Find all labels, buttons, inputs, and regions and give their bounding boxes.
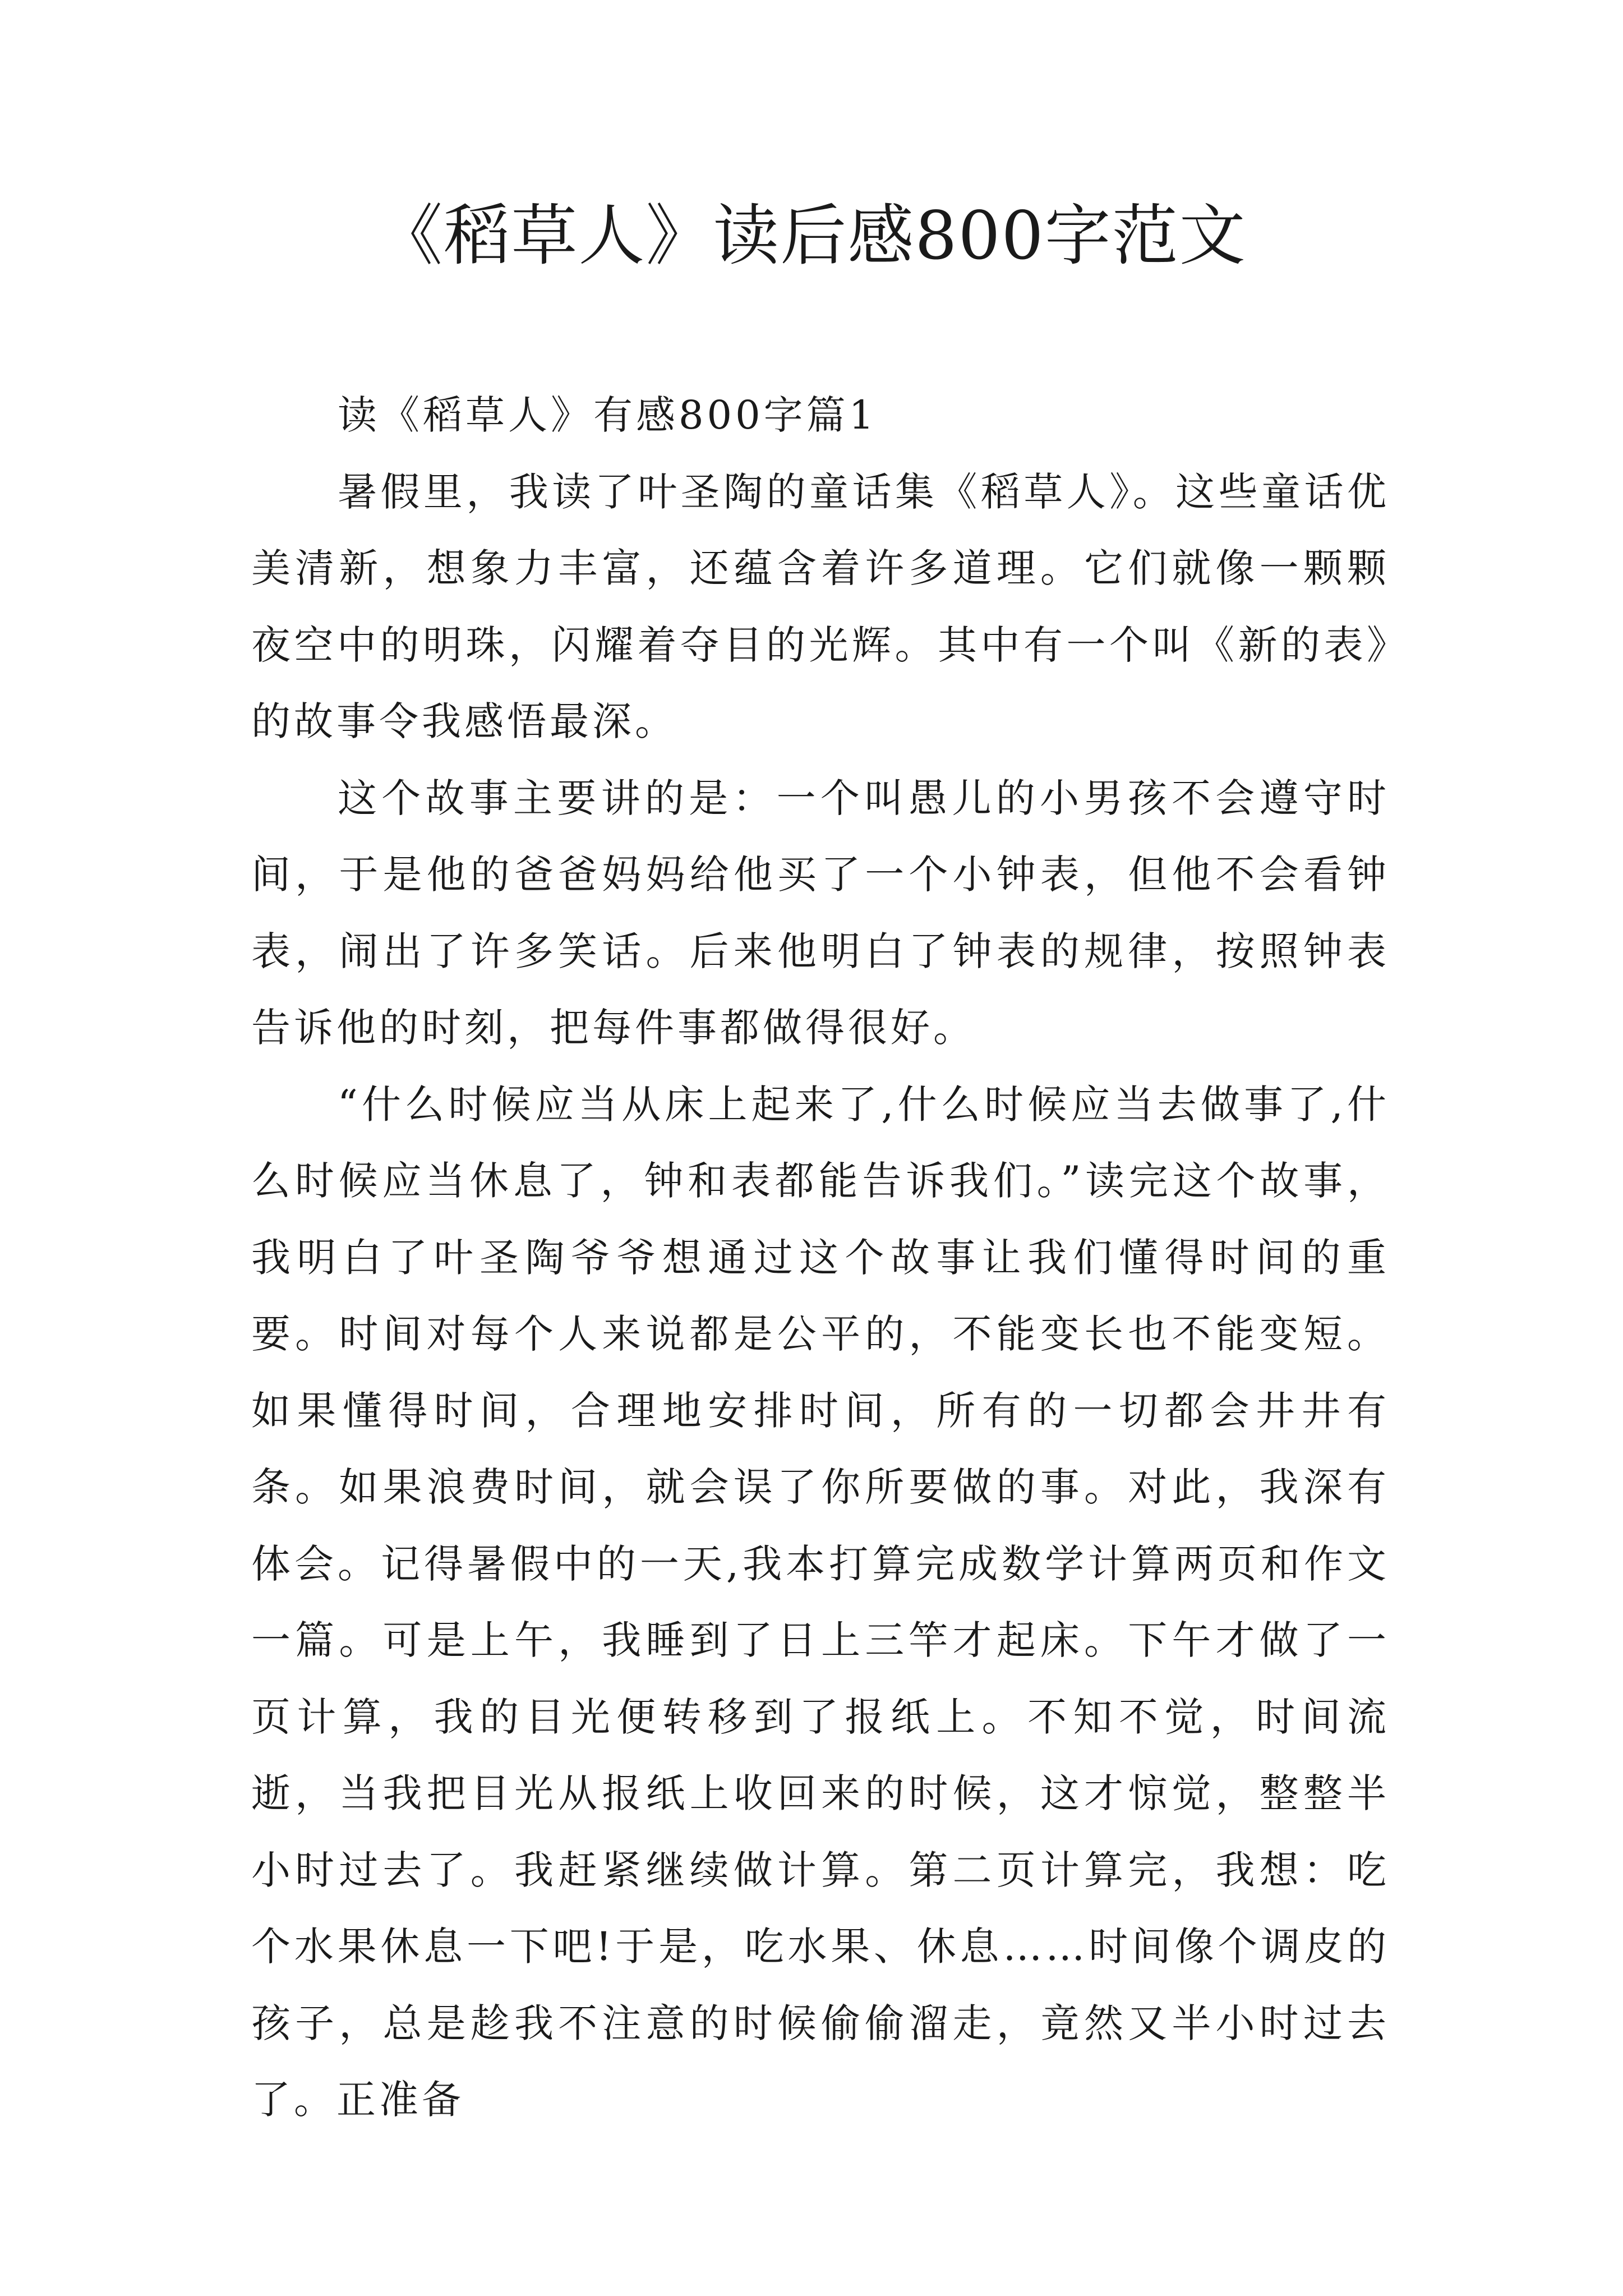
document-title: 《稻草人》读后感800字范文 xyxy=(376,197,1247,274)
paragraph-1: 暑假里，我读了叶圣陶的童话集《稻草人》。这些童话优美清新，想象力丰富，还蕴含着许多道理。它们就像一颗颗夜空中的明珠，闪耀着夺目的光辉。其中有一个叫《新的表》的故事令我感悟最深。 xyxy=(251,468,1390,744)
section-heading: 读《稻草人》有感800字篇1 xyxy=(338,392,878,438)
paragraph-2: 这个故事主要讲的是：一个叫愚儿的小男孩不会遵守时间，于是他的爸爸妈妈给他买了一个小钟表，但他不会看钟表，闹出了许多笑话。后来他明白了钟表的规律，按照钟表告诉他的时刻，把每件事都做得很好。 xyxy=(251,775,1390,1051)
paragraph-3: “什么时候应当从床上起来了,什么时候应当去做事了,什么时候应当休息了，钟和表都能告诉我们。”读完这个故事，我明白了叶圣陶爷爷想通过这个故事让我们懂得时间的重要。时间对每个人来说都是公平的，不能变长也不能变短。如果懂得时间，合理地安排时间，所有的一切都会井井有条。如果浪费时间，就会误了你所要做的事。对此，我深有体会。记得暑假中的一天,我本打算完成数学计算两页和作文一篇。可是上午，我睡到了日上三竿才起床。下午才做了一页计算，我的目光便转移到了报纸上。不知不觉，时间流逝，当我把目光从报纸上收回来的时候，这才惊觉，整整半小时过去了。我赶紧继续做计算。第二页计算完，我想：吃个水果休息一下吧!于是，吃水果、休息……时间像个调皮的孩子，总是趁我不注意的时候偷偷溜走，竟然又半小时过去了。正准备 xyxy=(251,1081,1390,2123)
article-body xyxy=(251,377,1390,2138)
